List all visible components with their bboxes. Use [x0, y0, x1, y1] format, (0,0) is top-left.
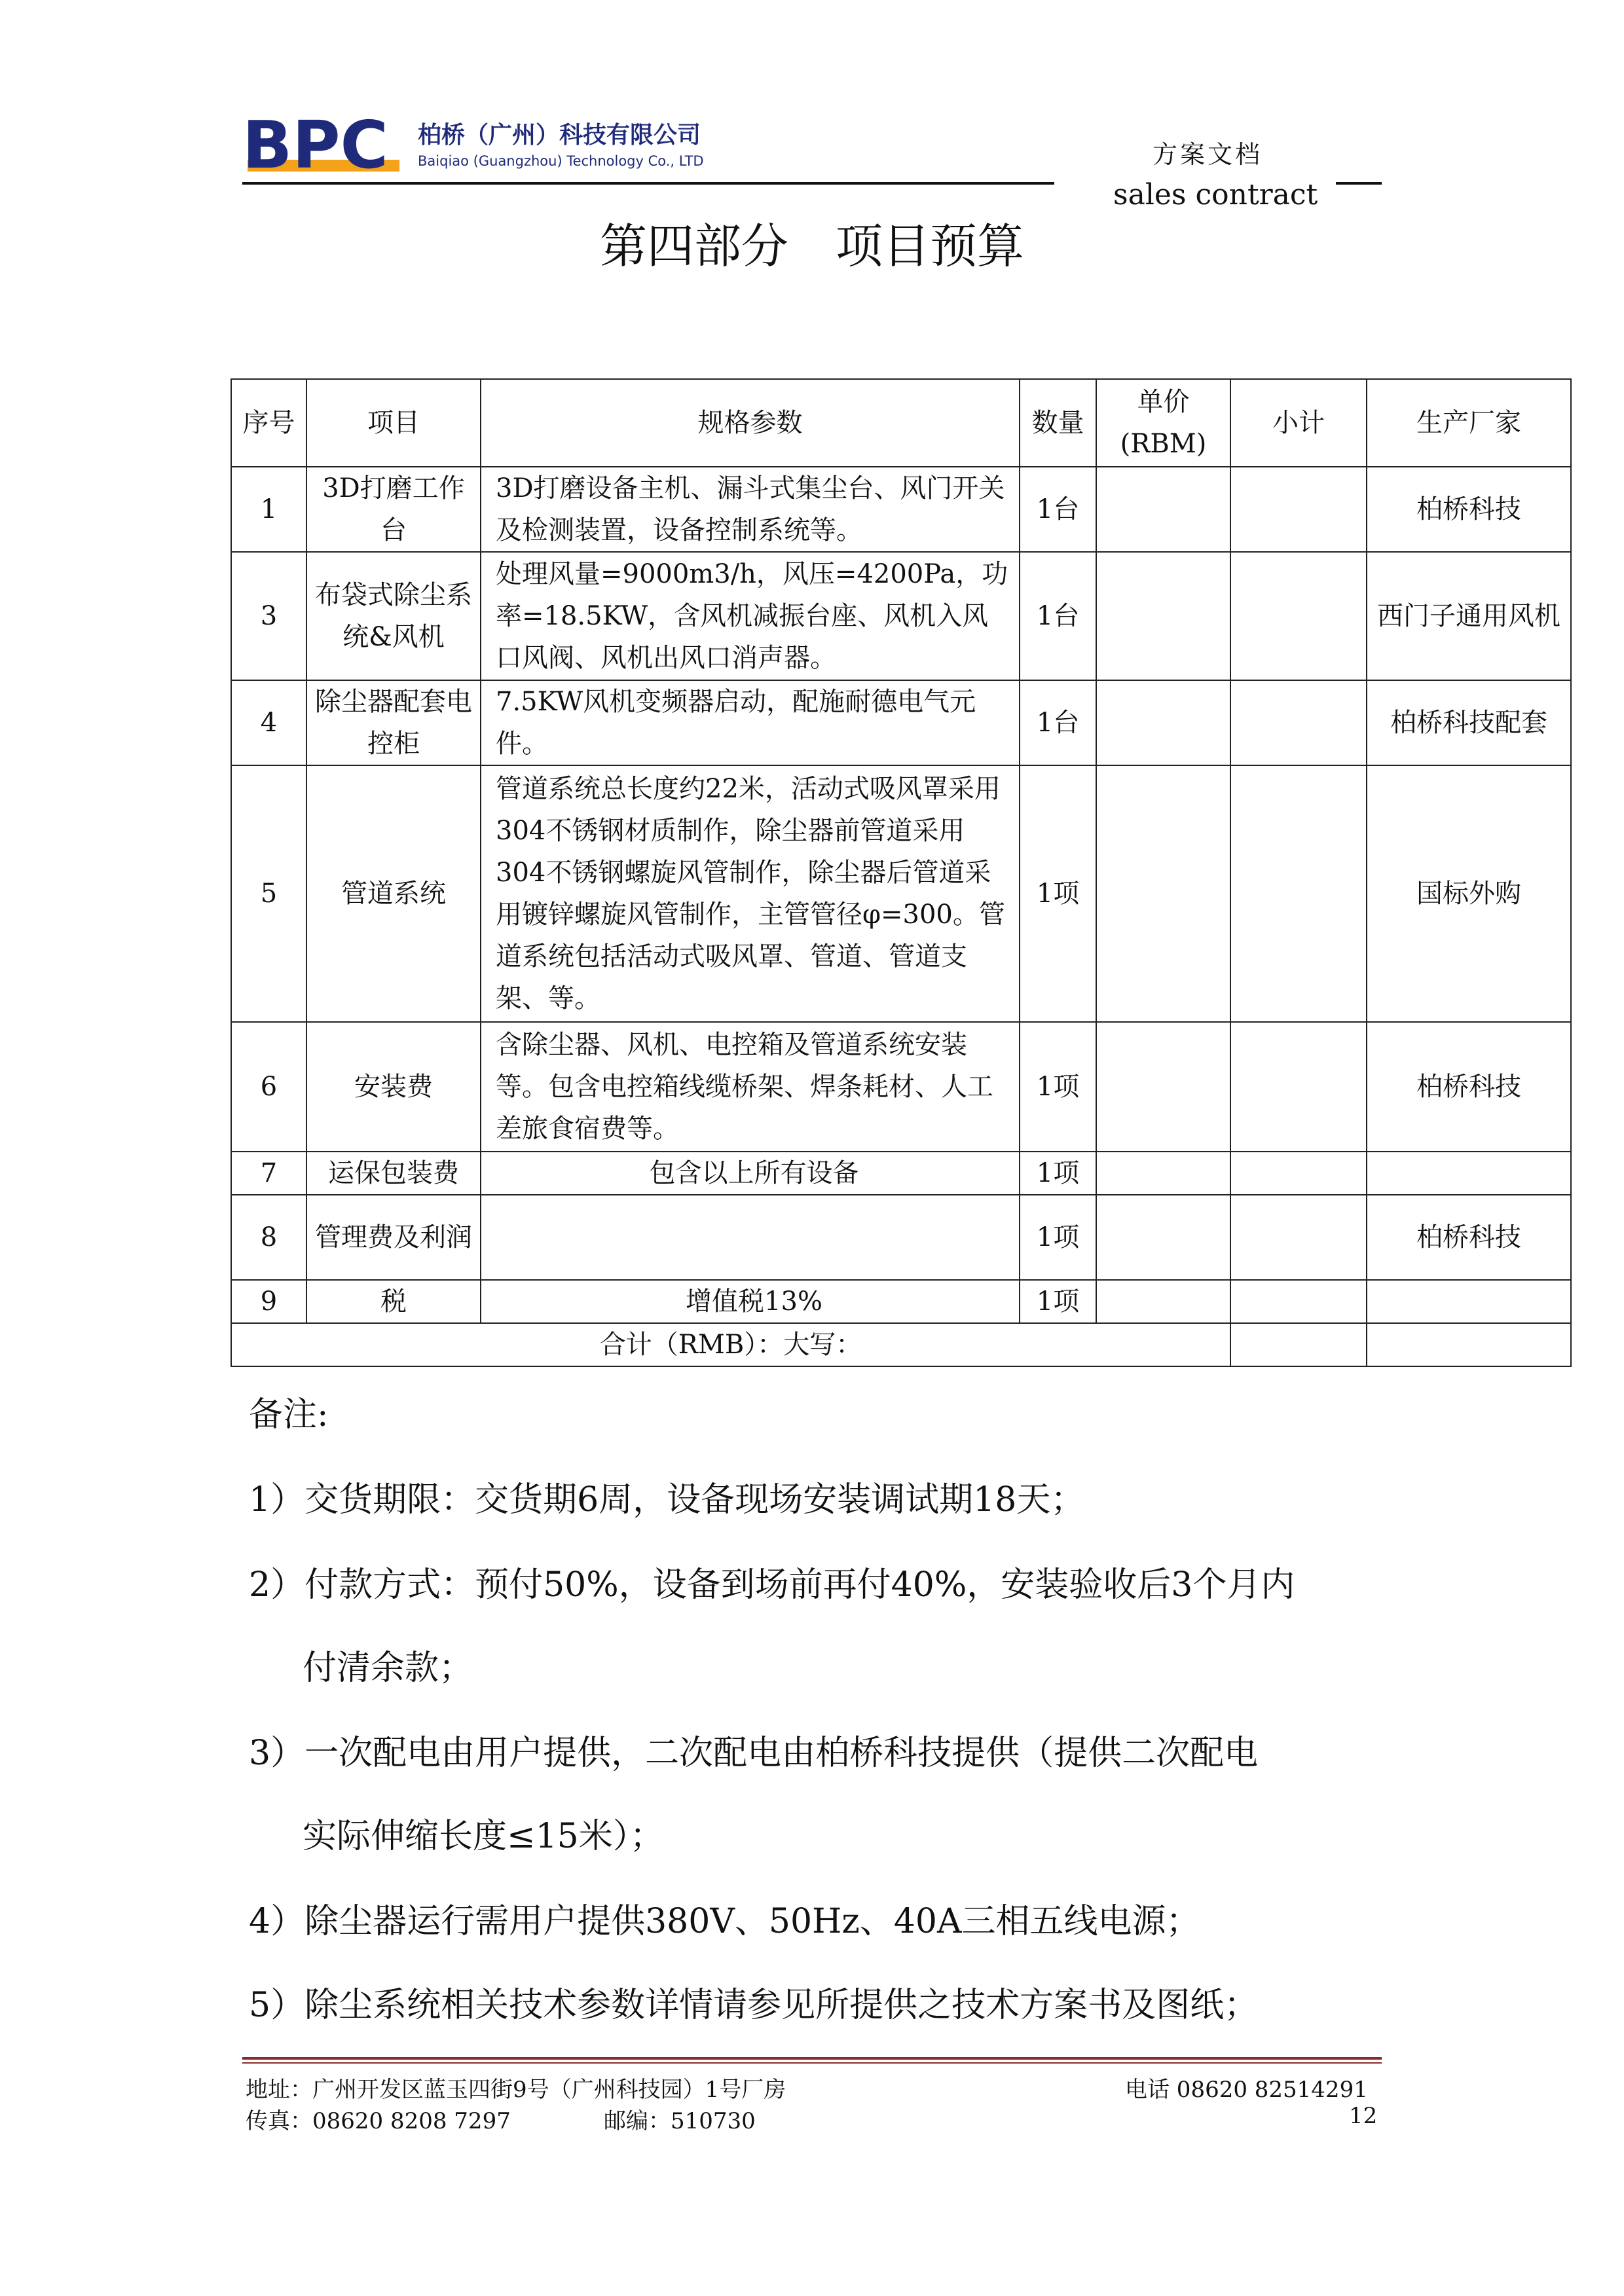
- remarks-title: 备注:: [249, 1395, 329, 1434]
- row-qty: 1项: [1020, 765, 1096, 1022]
- table-row: [231, 1195, 1571, 1280]
- row-maker: 柏桥科技: [1367, 467, 1571, 552]
- row-subtotal: [1230, 765, 1367, 1022]
- header-cell: 项目: [306, 379, 481, 467]
- remark-line: 5）除尘系统相关技术参数详情请参见所提供之技术方案书及图纸；: [249, 1986, 1259, 2025]
- row-spec: [481, 1195, 1020, 1280]
- row-qty: 1台: [1020, 467, 1096, 552]
- row-item: 管理费及利润: [306, 1195, 481, 1280]
- header-cell: 序号: [231, 379, 306, 467]
- row-subtotal: [1230, 1280, 1367, 1323]
- company-name-en: Baiqiao (Guangzhou) Technology Co., LTD: [418, 153, 704, 169]
- header-cell: 规格参数: [481, 379, 1020, 467]
- row-price: [1096, 1280, 1230, 1323]
- page-number: 12: [1349, 2103, 1378, 2129]
- row-item: 布袋式除尘系统&风机: [306, 552, 481, 680]
- remark-line: 3）一次配电由用户提供，二次配电由柏桥科技提供（提供二次配电: [249, 1734, 1259, 1773]
- row-qty: 1台: [1020, 552, 1096, 680]
- row-item: 管道系统: [306, 765, 481, 1022]
- row-price: [1096, 765, 1230, 1022]
- row-subtotal: [1230, 467, 1367, 552]
- header-cell: 数量: [1020, 379, 1096, 467]
- row-subtotal: [1230, 1195, 1367, 1280]
- header-cell: 单价(RBM): [1096, 379, 1230, 467]
- row-spec: 管道系统总长度约22米，活动式吸风罩采用304不锈钢材质制作，除尘器前管道采用304不锈钢螺旋风管制作，除尘器后管道采用镀锌螺旋风管制作，主管管径φ=300。管道系统包括活动式吸风罩、管道、管道支架、等。: [481, 765, 1020, 1022]
- table-header-row: [231, 379, 1571, 467]
- row-price: [1096, 1152, 1230, 1195]
- row-subtotal: [1230, 1022, 1367, 1152]
- row-subtotal: [1230, 680, 1367, 765]
- row-subtotal: [1230, 1152, 1367, 1195]
- row-item: 安装费: [306, 1022, 481, 1152]
- table-row: [231, 1022, 1571, 1152]
- row-item: 运保包装费: [306, 1152, 481, 1195]
- table-total-row: [231, 1323, 1571, 1366]
- row-maker: 柏桥科技配套: [1367, 680, 1571, 765]
- remark-line: 4）除尘器运行需用户提供380V、50Hz、40A三相五线电源；: [249, 1902, 1200, 1941]
- row-price: [1096, 680, 1230, 765]
- total-label: 合计（RMB）：大写：: [231, 1323, 1230, 1366]
- row-qty: 1项: [1020, 1280, 1096, 1323]
- remark-line: 付清余款；: [303, 1649, 473, 1688]
- row-spec: 7.5KW风机变频器启动，配施耐德电气元件。: [481, 680, 1020, 765]
- row-price: [1096, 552, 1230, 680]
- footer-rule: [242, 2057, 1382, 2060]
- footer-rule-thin: [242, 2062, 1382, 2064]
- row-number: 1: [231, 467, 306, 552]
- table-row: [231, 552, 1571, 680]
- table-row: [231, 467, 1571, 552]
- row-qty: 1台: [1020, 680, 1096, 765]
- row-number: 3: [231, 552, 306, 680]
- row-spec: 含除尘器、风机、电控箱及管道系统安装等。包含电控箱线缆桥架、焊条耗材、人工差旅食宿费等。: [481, 1022, 1020, 1152]
- header-cell: 小计: [1230, 379, 1367, 467]
- row-spec: 处理风量=9000m3/h，风压=4200Pa，功率=18.5KW，含风机减振台座、风机入风口风阀、风机出风口消声器。: [481, 552, 1020, 680]
- row-spec: 包含以上所有设备: [481, 1152, 1020, 1195]
- row-maker: 柏桥科技: [1367, 1195, 1571, 1280]
- row-spec: 增值税13%: [481, 1280, 1020, 1323]
- row-number: 4: [231, 680, 306, 765]
- row-item: 3D打磨工作台: [306, 467, 481, 552]
- company-name-cn: 柏桥（广州）科技有限公司: [418, 122, 701, 149]
- page-title: 第四部分 项目预算: [599, 219, 1024, 274]
- row-number: 9: [231, 1280, 306, 1323]
- row-price: [1096, 1022, 1230, 1152]
- row-qty: 1项: [1020, 1022, 1096, 1152]
- row-maker: [1367, 1280, 1571, 1323]
- row-price: [1096, 1195, 1230, 1280]
- footer-phone: 电话 08620 82514291: [1125, 2077, 1368, 2103]
- row-maker: 西门子通用风机: [1367, 552, 1571, 680]
- document-type: 方案文档: [1153, 140, 1263, 169]
- row-maker: 柏桥科技: [1367, 1022, 1571, 1152]
- row-number: 8: [231, 1195, 306, 1280]
- total-subtotal: [1230, 1323, 1367, 1366]
- remark-line: 1）交货期限：交货期6周，设备现场安装调试期18天；: [249, 1480, 1085, 1520]
- footer-fax: 传真：08620 8208 7297: [246, 2108, 511, 2134]
- document-subtitle: sales contract: [1113, 178, 1318, 211]
- header-rule: [242, 182, 1054, 185]
- footer-postcode: 邮编：510730: [604, 2108, 756, 2134]
- table-row: [231, 765, 1571, 1022]
- table-row: [231, 1280, 1571, 1323]
- row-price: [1096, 467, 1230, 552]
- row-qty: 1项: [1020, 1195, 1096, 1280]
- row-item: 除尘器配套电控柜: [306, 680, 481, 765]
- header-cell: 生产厂家: [1367, 379, 1571, 467]
- remark-line: 实际伸缩长度≤15米）；: [303, 1817, 664, 1856]
- row-spec: 3D打磨设备主机、漏斗式集尘台、风门开关及检测装置，设备控制系统等。: [481, 467, 1020, 552]
- bpc-logo: [242, 110, 413, 182]
- footer-address: 地址：广州开发区蓝玉四街9号（广州科技园）1号厂房: [246, 2077, 786, 2103]
- budget-table: [231, 378, 1572, 1367]
- row-number: 7: [231, 1152, 306, 1195]
- remark-line: 2）付款方式：预付50%，设备到场前再付40%，安装验收后3个月内: [249, 1565, 1295, 1605]
- row-maker: 国标外购: [1367, 765, 1571, 1022]
- table-row: [231, 680, 1571, 765]
- row-number: 5: [231, 765, 306, 1022]
- row-number: 6: [231, 1022, 306, 1152]
- row-maker: [1367, 1152, 1571, 1195]
- row-qty: 1项: [1020, 1152, 1096, 1195]
- row-subtotal: [1230, 552, 1367, 680]
- total-maker: [1367, 1323, 1571, 1366]
- table-row: [231, 1152, 1571, 1195]
- svg-text:BPC: BPC: [242, 110, 388, 182]
- row-item: 税: [306, 1280, 481, 1323]
- header-rule-right: [1336, 182, 1382, 185]
